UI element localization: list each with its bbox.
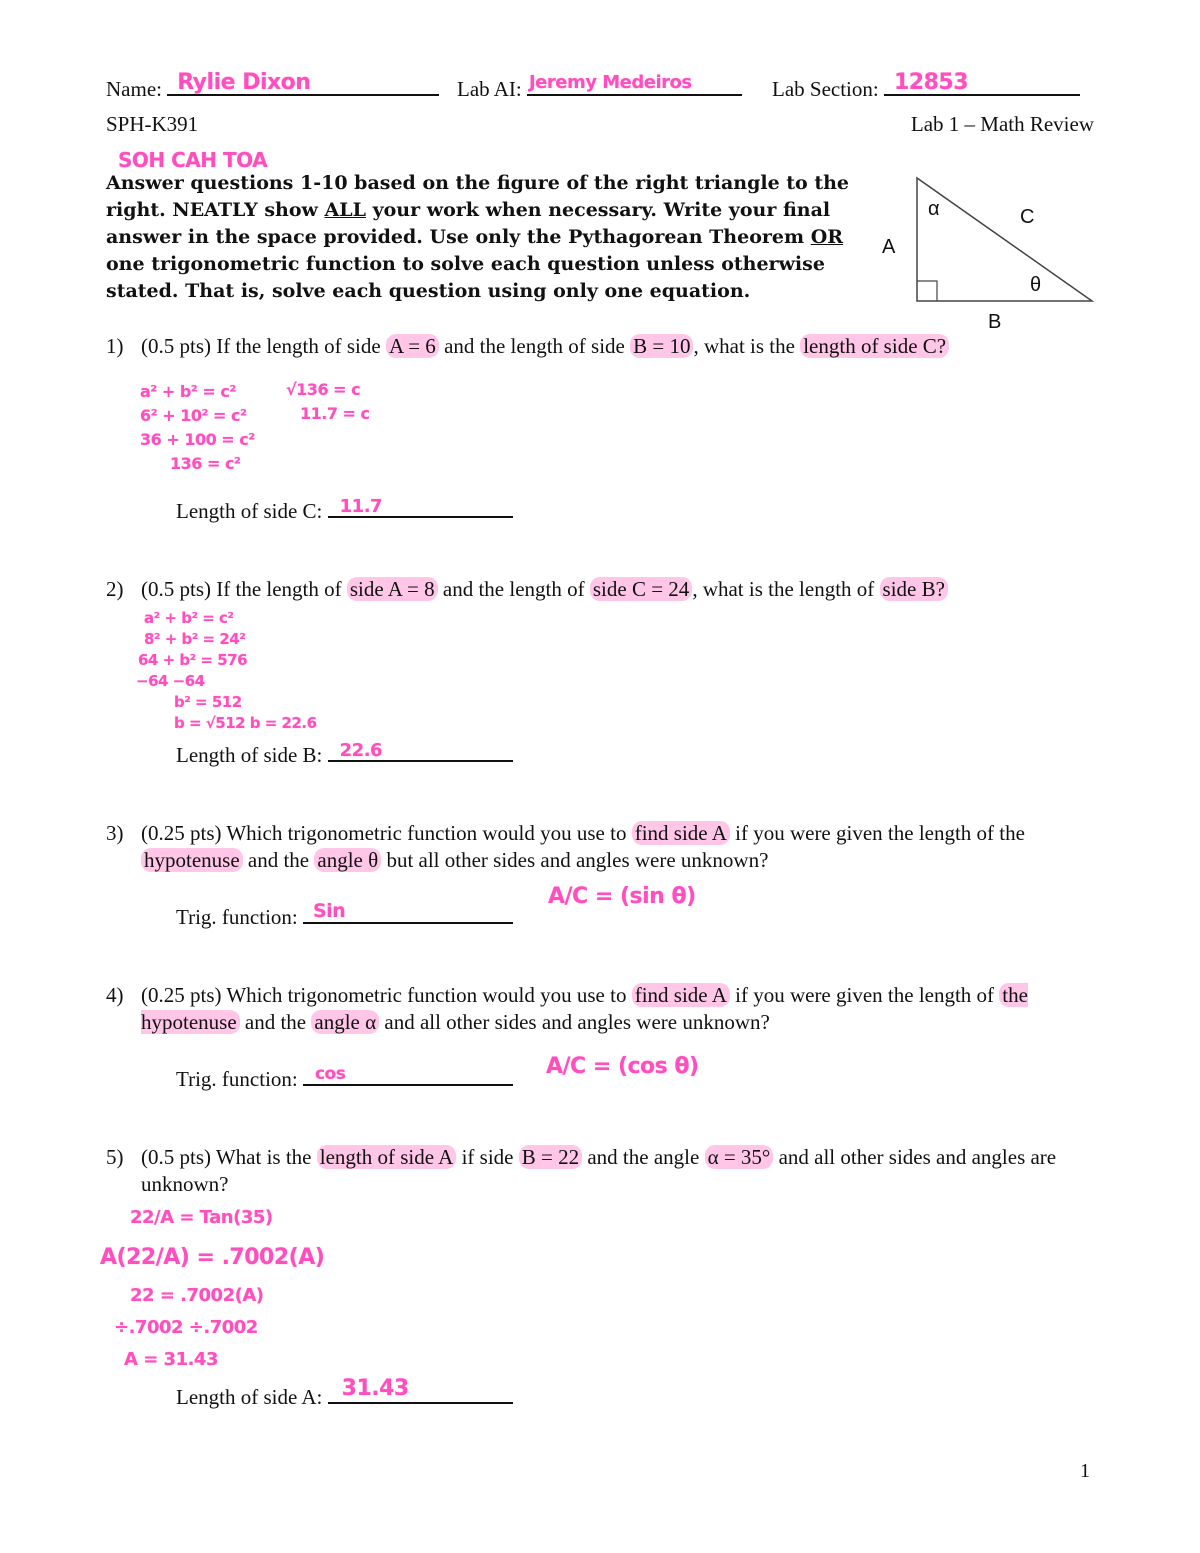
q5-answer-label: Length of side A: — [176, 1385, 328, 1409]
q1-answer-label: Length of side C: — [176, 499, 328, 523]
question-3-number: 3) — [106, 821, 124, 845]
page-number: 1 — [1080, 1460, 1090, 1482]
instructions — [106, 170, 854, 305]
question-3-text — [141, 820, 1101, 874]
q1-highlight-1: A = 6 — [386, 334, 439, 358]
q3-highlight-3: angle θ — [314, 848, 381, 872]
q4-text-1: (0.25 pts) Which trigonometric function would you use to — [141, 983, 632, 1007]
lab-title: Lab 1 – Math Review — [910, 112, 1094, 136]
triangle-diagram — [870, 170, 1100, 340]
lab-section-row — [772, 70, 1080, 102]
q3-highlight-2: hypotenuse — [141, 848, 243, 872]
q5-text-1: (0.5 pts) What is the — [141, 1145, 317, 1169]
q1-text-2: and the length of side — [438, 334, 631, 358]
label-theta: θ — [1030, 274, 1042, 296]
question-5-number: 5) — [106, 1145, 124, 1169]
q5-answer-value: 31.43 — [341, 1376, 409, 1401]
q4-highlight-2: the hypotenuse — [141, 983, 1028, 1034]
q3-highlight-1: find side A — [632, 821, 730, 845]
q1-highlight-2: B = 10 — [630, 334, 693, 358]
lab-section-field[interactable] — [884, 70, 1080, 96]
q4-answer-row — [176, 1062, 513, 1092]
question-1-text — [141, 333, 1101, 360]
label-side-c: C — [1020, 206, 1035, 228]
course-code: SPH-K391 — [106, 112, 199, 136]
question-5-text — [141, 1144, 1101, 1198]
q3-answer-field[interactable] — [303, 900, 513, 924]
q1-work-2 — [286, 378, 370, 426]
instructions-part3: one trigonometric function to solve each question unless otherwise stated. That is, solve each question using only one equation. — [106, 253, 825, 302]
name-handwritten: Rylie Dixon — [177, 70, 311, 95]
q5-work-line: 22 = .7002(A) — [130, 1285, 264, 1306]
lab-ai-handwritten: Jeremy Medeiros — [528, 72, 692, 93]
q1-work-line: 6² + 10² = c² — [140, 406, 247, 425]
q3-text-2: if you were given the length of the — [729, 821, 1025, 845]
q3-text-3: and the — [242, 848, 315, 872]
q1-answer-field[interactable] — [328, 494, 513, 518]
q1-answer-row — [176, 494, 513, 524]
sohcahtoa-note: SOH CAH TOA — [118, 148, 268, 172]
question-4-number: 4) — [106, 983, 124, 1007]
q4-answer-label: Trig. function: — [176, 1067, 303, 1091]
q2-work-line: a² + b² = c² — [144, 609, 234, 627]
label-alpha: α — [928, 198, 940, 220]
q1-work-line: √136 = c — [286, 380, 361, 399]
q4-side-work: A/C = (cos θ) — [546, 1054, 699, 1079]
q5-text-4: and all other sides and angles are unknown? — [141, 1145, 1057, 1196]
q4-text-4: and all other sides and angles were unknown? — [379, 1010, 770, 1034]
q3-answer-row — [176, 900, 513, 930]
q2-highlight-1: side A = 8 — [347, 577, 438, 601]
q2-text-3: , what is the length of — [692, 577, 880, 601]
lab-section-label: Lab Section: — [772, 77, 879, 101]
q1-work-line: 11.7 = c — [300, 404, 370, 423]
q2-work-line: −64 −64 — [136, 672, 205, 690]
q5-highlight-3: α = 35° — [705, 1145, 774, 1169]
q5-answer-field[interactable] — [328, 1376, 513, 1404]
name-row — [106, 70, 439, 102]
q4-answer-value: cos — [314, 1064, 346, 1084]
lab-ai-row — [457, 74, 742, 102]
q5-work-line: A = 31.43 — [124, 1349, 218, 1370]
question-1-number: 1) — [106, 334, 124, 358]
instructions-or: OR — [810, 226, 844, 248]
question-4-text — [141, 982, 1101, 1036]
q5-work-line: ÷.7002 ÷.7002 — [114, 1317, 258, 1338]
q2-answer-field[interactable] — [328, 738, 513, 762]
q1-text-3: , what is the — [693, 334, 801, 358]
q1-highlight-3: length of side C? — [800, 334, 949, 358]
q3-answer-label: Trig. function: — [176, 905, 303, 929]
q5-work — [100, 1202, 324, 1376]
question-2-text — [141, 576, 1101, 603]
name-field[interactable] — [167, 70, 439, 96]
right-triangle-figure — [870, 170, 1100, 340]
q5-text-3: and the angle — [582, 1145, 705, 1169]
instructions-part2: your work when necessary. Write your final answer in the space provided. Use only the Pythagorean Theorem — [106, 199, 831, 248]
q3-text-4: but all other sides and angles were unknown? — [381, 848, 769, 872]
q1-work — [140, 380, 255, 476]
instructions-part1: Answer questions 1-10 based on the figure of the right triangle to the right. NEATLY show — [106, 172, 850, 221]
q1-answer-value: 11.7 — [339, 496, 383, 517]
q2-work-line: 8² + b² = 24² — [144, 630, 246, 648]
q2-highlight-2: side C = 24 — [590, 577, 692, 601]
q4-highlight-3: angle α — [311, 1010, 379, 1034]
q2-highlight-3: side B? — [880, 577, 948, 601]
q5-highlight-2: B = 22 — [519, 1145, 582, 1169]
q5-text-2: if side — [456, 1145, 519, 1169]
q4-text-2: if you were given the length of — [729, 983, 1000, 1007]
q2-answer-label: Length of side B: — [176, 743, 328, 767]
q2-answer-value: 22.6 — [339, 740, 383, 761]
q2-work-line: 64 + b² = 576 — [138, 651, 248, 669]
q5-answer-row — [176, 1376, 513, 1410]
q1-text-1: (0.5 pts) If the length of side — [141, 334, 386, 358]
q2-answer-row — [176, 738, 513, 768]
q4-highlight-1: find side A — [632, 983, 730, 1007]
q2-text-1: (0.5 pts) If the length of — [141, 577, 347, 601]
q3-side-work: A/C = (sin θ) — [548, 884, 696, 909]
q1-work-line: 136 = c² — [170, 454, 241, 473]
lab-section-handwritten: 12853 — [893, 70, 969, 95]
q5-work-line: 22/A = Tan(35) — [130, 1207, 273, 1228]
q5-work-line: A(22/A) = .7002(A) — [100, 1245, 325, 1270]
label-side-b: B — [988, 311, 1002, 333]
q2-work-line: b = √512 b = 22.6 — [174, 714, 317, 732]
q4-text-3: and the — [239, 1010, 312, 1034]
q2-work — [136, 608, 317, 734]
q3-text-1: (0.25 pts) Which trigonometric function would you use to — [141, 821, 632, 845]
name-label: Name: — [106, 77, 162, 101]
label-side-a: A — [882, 236, 896, 258]
instructions-all: ALL — [324, 199, 366, 221]
q4-answer-field[interactable] — [303, 1062, 513, 1086]
q2-text-2: and the length of — [437, 577, 590, 601]
lab-ai-label: Lab AI: — [457, 77, 522, 101]
q3-answer-value: Sin — [312, 900, 346, 922]
q1-work-line: a² + b² = c² — [140, 382, 236, 401]
lab-ai-field[interactable] — [527, 74, 742, 96]
question-2-number: 2) — [106, 577, 124, 601]
q2-work-line: b² = 512 — [174, 693, 242, 711]
q1-work-line: 36 + 100 = c² — [140, 430, 255, 449]
q5-highlight-1: length of side A — [317, 1145, 457, 1169]
